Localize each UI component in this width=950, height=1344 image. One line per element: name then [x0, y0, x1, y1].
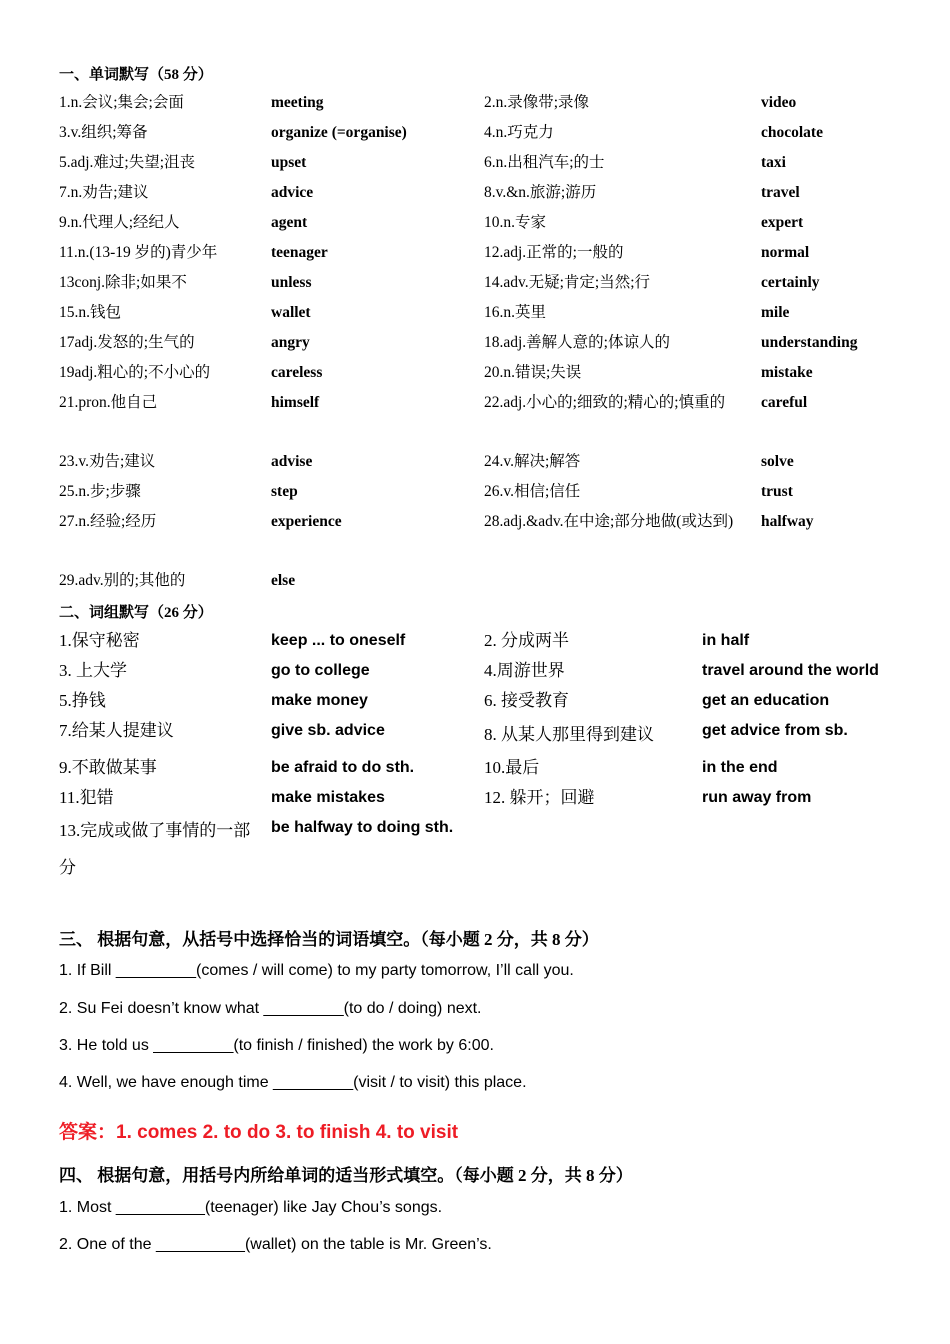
word-cn: 12.adj.正常的;一般的 [484, 244, 624, 261]
word-cn: 6.n.出租汽车;的士 [484, 154, 605, 171]
phrase-cn: 2. 分成两半 [484, 631, 569, 650]
phrase-cn: 4.周游世界 [484, 661, 565, 680]
phrase-cn: 8. 从某人那里得到建议 [484, 725, 654, 744]
section4-title: 四、 根据句意，用括号内所给单词的适当形式填空。（每小题 2 分，共 8 分） [59, 1166, 633, 1185]
word-en: normal [761, 244, 810, 261]
phrase-cn: 10.最后 [484, 758, 540, 777]
word-en: advise [271, 453, 313, 470]
phrase-en: travel around the world [702, 662, 879, 679]
question: 2. Su Fei doesn’t know what _________(to do / doing) next. [59, 1000, 482, 1017]
word-en: mistake [761, 364, 813, 381]
word-en: agent [271, 214, 308, 231]
section3-title: 三、 根据句意，从括号中选择恰当的词语填空。（每小题 2 分，共 8 分） [59, 930, 599, 949]
word-en: angry [271, 334, 310, 351]
word-cn: 24.v.解决;解答 [484, 453, 581, 470]
word-cn: 27.n.经验;经历 [59, 513, 157, 530]
word-en: advice [271, 184, 314, 201]
word-en: certainly [761, 274, 820, 291]
word-en: himself [271, 394, 320, 411]
word-en: else [271, 572, 296, 589]
word-cn: 7.n.劝告;建议 [59, 184, 149, 201]
phrase-en: go to college [271, 662, 370, 679]
phrase-cn: 1.保守秘密 [59, 631, 140, 650]
word-cn: 13conj.除非;如果不 [59, 274, 187, 291]
word-cn: 3.v.组织;筹备 [59, 124, 148, 141]
word-en: careful [761, 394, 808, 411]
phrase-cn: 11.犯错 [59, 788, 114, 807]
word-cn: 5.adj.难过;失望;沮丧 [59, 154, 196, 171]
word-cn: 16.n.英里 [484, 304, 547, 321]
word-cn: 2.n.录像带;录像 [484, 94, 590, 111]
phrase-cn: 7.给某人提建议 [59, 721, 174, 740]
section2-title: 二、词组默写（26 分） [59, 605, 213, 621]
phrase-en: make mistakes [271, 789, 385, 806]
phrase-en: get an education [702, 692, 830, 709]
word-en: mile [761, 304, 790, 321]
word-en: understanding [761, 334, 858, 351]
phrase-en: keep ... to oneself [271, 632, 406, 649]
phrase-en: run away from [702, 789, 812, 806]
question: 2. One of the __________(wallet) on the table is Mr. Green’s. [59, 1236, 492, 1253]
section1-title: 一、单词默写（58 分） [59, 67, 213, 83]
phrase-cn: 12. 躲开；回避 [484, 788, 595, 807]
word-cn: 9.n.代理人;经纪人 [59, 214, 180, 231]
phrase-en: get advice from sb. [702, 722, 848, 739]
phrase-en: make money [271, 692, 368, 709]
phrase-cn: 3. 上大学 [59, 661, 127, 680]
word-cn: 15.n.钱包 [59, 304, 122, 321]
word-cn: 25.n.步;步骤 [59, 483, 141, 500]
word-cn: 21.pron.他自己 [59, 394, 158, 411]
word-cn: 11.n.(13-19 岁的)青少年 [59, 244, 218, 261]
word-cn: 18.adj.善解人意的;体谅人的 [484, 334, 670, 351]
word-en: chocolate [761, 124, 823, 141]
question: 3. He told us _________(to finish / finished) the work by 6:00. [59, 1037, 494, 1054]
word-cn: 4.n.巧克力 [484, 124, 554, 141]
word-en: careless [271, 364, 323, 381]
question: 1. Most __________(teenager) like Jay Chou’s songs. [59, 1199, 443, 1216]
word-en: video [761, 94, 797, 111]
word-en: solve [761, 453, 794, 470]
phrase-cn: 13.完成或做了事情的一部分 [59, 821, 251, 877]
phrase-en: be afraid to do sth. [271, 759, 415, 776]
word-en: step [271, 483, 298, 500]
word-en: taxi [761, 154, 786, 171]
word-en: halfway [761, 513, 814, 530]
phrase-en: in the end [702, 759, 778, 776]
word-cn: 14.adv.无疑;肯定;当然;行 [484, 274, 651, 291]
word-en: expert [761, 214, 804, 231]
word-cn: 29.adv.别的;其他的 [59, 572, 186, 589]
word-cn: 8.v.&n.旅游;游历 [484, 184, 597, 201]
word-cn: 19adj.粗心的;不小心的 [59, 364, 211, 381]
word-en: teenager [271, 244, 328, 261]
word-en: experience [271, 513, 342, 530]
phrase-en: give sb. advice [271, 722, 385, 739]
phrase-en: in half [702, 632, 750, 649]
word-en: unless [271, 274, 312, 291]
word-cn: 10.n.专家 [484, 214, 547, 231]
word-en: travel [761, 184, 800, 201]
word-en: organize (=organise) [271, 124, 407, 141]
phrase-en: be halfway to doing sth. [271, 819, 454, 836]
word-en: trust [761, 483, 793, 500]
question: 4. Well, we have enough time _________(visit / to visit) this place. [59, 1074, 527, 1091]
word-cn: 22.adj.小心的;细致的;精心的;慎重的 [484, 394, 726, 411]
word-cn: 20.n.错误;失误 [484, 364, 582, 381]
phrase-cn: 9.不敢做某事 [59, 758, 157, 777]
word-en: wallet [271, 304, 311, 321]
answer-key: 答案：1. comes 2. to do 3. to finish 4. to visit [59, 1122, 459, 1143]
question: 1. If Bill _________(comes / will come) to my party tomorrow, I’ll call you. [59, 962, 574, 979]
word-en: upset [271, 154, 307, 171]
word-en: meeting [271, 94, 324, 111]
phrase-cn: 6. 接受教育 [484, 691, 569, 710]
word-cn: 1.n.会议;集会;会面 [59, 94, 184, 111]
word-cn: 28.adj.&adv.在中途;部分地做(或达到) [484, 513, 734, 530]
word-cn: 23.v.劝告;建议 [59, 453, 156, 470]
phrase-cn: 5.挣钱 [59, 691, 106, 710]
word-cn: 26.v.相信;信任 [484, 483, 581, 500]
word-cn: 17adj.发怒的;生气的 [59, 334, 195, 351]
